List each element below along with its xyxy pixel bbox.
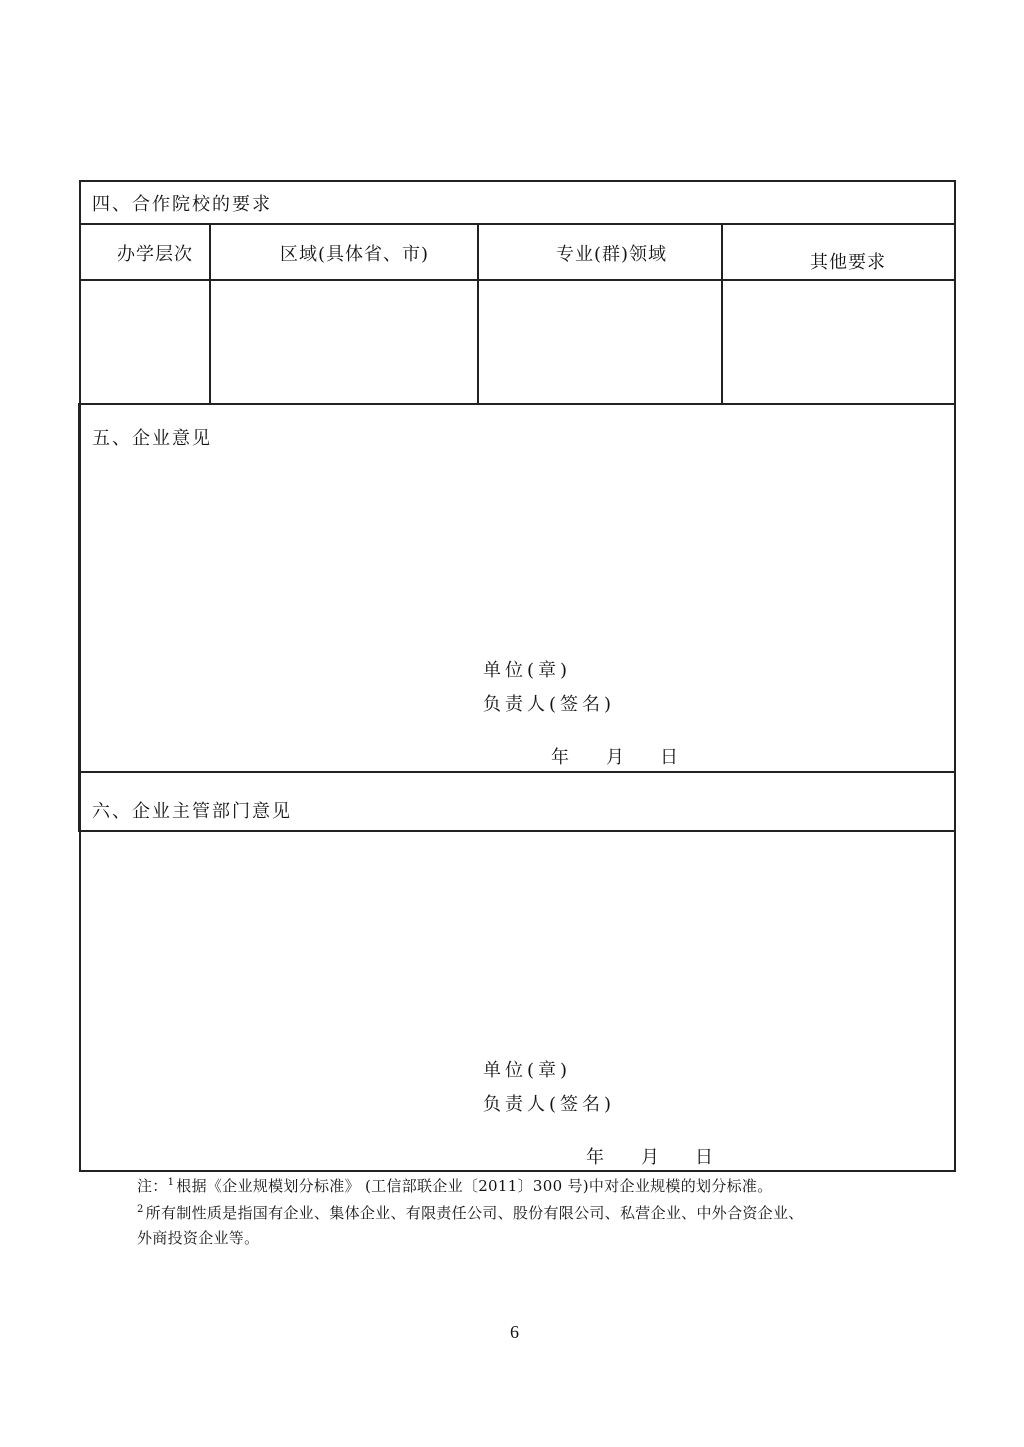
- section5-date-year: 年: [551, 747, 569, 768]
- section5-date-month: 月: [606, 747, 624, 768]
- footnote-1: [137, 1178, 773, 1194]
- section5-date-day: 日: [660, 747, 678, 768]
- page-number: 6: [510, 1322, 519, 1342]
- section6-title-top-divider: [79, 771, 956, 773]
- section5-opinion-area[interactable]: [82, 455, 952, 655]
- section5-border-left: [78, 403, 80, 831]
- column-header-major-field: 专业(群)领域: [556, 244, 668, 265]
- section6-date-year: 年: [586, 1147, 604, 1168]
- cell-school-level[interactable]: [81, 281, 208, 403]
- footnote-2-marker: 2: [137, 1204, 144, 1215]
- section5-unit-seal-label: 单位(章): [483, 660, 572, 681]
- footnote-1-text: 根据《企业规模划分标准》 (工信部联企业〔2011〕300 号)中对企业规模的划分标准。: [176, 1177, 773, 1195]
- footnote-prefix: 注：: [137, 1177, 168, 1195]
- footnote-2: [137, 1205, 804, 1221]
- section6-title-bottom-divider: [78, 830, 956, 832]
- section6-unit-seal-label: 单位(章): [483, 1060, 572, 1081]
- section6-date-day: 日: [695, 1147, 713, 1168]
- column-header-other-requirements: 其他要求: [810, 252, 886, 273]
- footnote-1-marker: 1: [167, 1177, 175, 1188]
- section6-date-month: 月: [641, 1147, 659, 1168]
- section5-signer-label: 负责人(签名): [483, 694, 616, 715]
- section6-title: 六、企业主管部门意见: [92, 801, 292, 822]
- column-header-school-level: 办学层次: [117, 244, 193, 265]
- cell-major-field[interactable]: [479, 281, 720, 403]
- section4-title: 四、合作院校的要求: [92, 194, 272, 215]
- cell-other-requirements[interactable]: [723, 281, 953, 403]
- table-border-top: [79, 180, 956, 182]
- footnote-2-continued: 外商投资企业等。: [137, 1229, 260, 1247]
- column-header-region: 区域(具体省、市): [280, 244, 430, 265]
- cell-region[interactable]: [211, 281, 476, 403]
- section6-opinion-area[interactable]: [82, 834, 952, 1054]
- section6-signer-label: 负责人(签名): [483, 1094, 616, 1115]
- footnote-2-text-line1: 所有制性质是指国有企业、集体企业、有限责任公司、股份有限公司、私营企业、中外合资企业、: [145, 1204, 804, 1222]
- section5-title: 五、企业意见: [92, 428, 212, 449]
- section5-border-top: [78, 403, 956, 405]
- section5-border-right: [954, 403, 956, 831]
- table-border-bottom: [79, 1170, 956, 1172]
- section4-title-divider: [79, 223, 956, 225]
